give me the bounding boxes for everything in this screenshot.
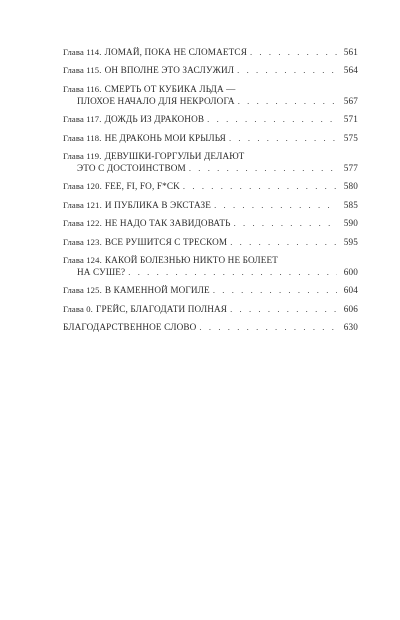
chapter-title: НЕ НАДО ТАК ЗАВИДОВАТЬ xyxy=(104,218,231,229)
chapter-number: Глава 121. xyxy=(63,199,102,210)
table-of-contents xyxy=(63,46,358,339)
toc-entry-125 xyxy=(63,284,358,296)
toc-entry-116 xyxy=(63,83,358,107)
chapter-number: Глава 117. xyxy=(63,114,102,125)
dot-leader xyxy=(128,266,337,278)
dot-leader xyxy=(234,217,337,229)
page-number: 585 xyxy=(343,199,358,210)
chapter-number: Глава 122. xyxy=(63,218,102,229)
chapter-title-continuation: ЭТО С ДОСТОИНСТВОМ xyxy=(77,162,186,173)
toc-entry-124 xyxy=(63,254,358,278)
chapter-title: В КАМЕННОЙ МОГИЛЕ xyxy=(104,285,210,296)
chapter-title-continuation: НА СУШЕ? xyxy=(77,266,126,277)
dot-leader xyxy=(183,180,337,192)
page-number: 561 xyxy=(343,47,358,57)
chapter-title: ОН ВПОЛНЕ ЭТО ЗАСЛУЖИЛ xyxy=(104,65,235,76)
toc-entry-119 xyxy=(63,150,358,174)
dot-leader xyxy=(230,303,337,315)
chapter-number: Глава 125. xyxy=(63,285,102,296)
chapter-number: Глава 0. xyxy=(63,303,93,314)
toc-entry-117 xyxy=(63,113,358,125)
toc-entry-0 xyxy=(63,303,358,315)
chapter-title: НЕ ДРАКОНЬ МОИ КРЫЛЬЯ xyxy=(104,132,226,143)
chapter-title: ДОЖДЬ ИЗ ДРАКОНОВ xyxy=(104,114,205,125)
chapter-title: СМЕРТЬ ОТ КУБИКА ЛЬДА — xyxy=(104,83,236,94)
page-number: 567 xyxy=(343,95,358,106)
chapter-title: ЛОМАЙ, ПОКА НЕ СЛОМАЕТСЯ xyxy=(104,47,247,57)
toc-entry-122 xyxy=(63,217,358,229)
page-number: 590 xyxy=(343,218,358,229)
chapter-number: Глава 116. xyxy=(63,83,102,94)
page-number: 577 xyxy=(343,162,358,173)
chapter-number: Глава 119. xyxy=(63,150,102,161)
page-number: 575 xyxy=(343,132,358,143)
chapter-number: Глава 124. xyxy=(63,254,102,265)
dot-leader xyxy=(250,46,337,58)
chapter-number: Глава 123. xyxy=(63,236,102,247)
page-number: 604 xyxy=(343,285,358,296)
dot-leader xyxy=(214,199,337,211)
chapter-number: Глава 118. xyxy=(63,132,102,143)
chapter-number: Глава 120. xyxy=(63,181,102,192)
toc-entry-114 xyxy=(63,46,358,58)
chapter-title: ДЕВУШКИ-ГОРГУЛЬИ ДЕЛАЮТ xyxy=(104,150,245,161)
toc-entry-121 xyxy=(63,199,358,211)
page-number: 606 xyxy=(343,303,358,314)
chapter-title: ВСЕ РУШИТСЯ С ТРЕСКОМ xyxy=(104,236,228,247)
page-number: 600 xyxy=(343,266,358,277)
chapter-title: ГРЕЙС, БЛАГОДАТИ ПОЛНАЯ xyxy=(95,303,228,314)
dot-leader xyxy=(237,64,337,76)
page-number: 595 xyxy=(343,236,358,247)
dot-leader xyxy=(238,95,337,107)
page-number: 630 xyxy=(343,322,358,333)
dot-leader xyxy=(189,162,337,174)
toc-entry-acknowledgements xyxy=(63,321,358,333)
toc-entry-123 xyxy=(63,236,358,248)
dot-leader xyxy=(213,284,337,296)
chapter-title-continuation: ПЛОХОЕ НАЧАЛО ДЛЯ НЕКРОЛОГА xyxy=(77,95,235,106)
chapter-number: Глава 114. xyxy=(63,47,102,57)
chapter-title: FEE, FI, FO, F*CK xyxy=(104,181,180,192)
dot-leader xyxy=(207,113,337,125)
dot-leader xyxy=(229,132,337,144)
section-title: БЛАГОДАРСТВЕННОЕ СЛОВО xyxy=(63,322,197,333)
toc-entry-118 xyxy=(63,132,358,144)
page-number: 580 xyxy=(343,181,358,192)
toc-entry-115 xyxy=(63,64,358,76)
chapter-title: КАКОЙ БОЛЕЗНЬЮ НИКТО НЕ БОЛЕЕТ xyxy=(104,254,279,265)
page-number: 571 xyxy=(343,114,358,125)
chapter-title: И ПУБЛИКА В ЭКСТАЗЕ xyxy=(104,199,212,210)
chapter-number: Глава 115. xyxy=(63,65,102,76)
toc-entry-120 xyxy=(63,180,358,192)
dot-leader xyxy=(199,321,337,333)
page-number: 564 xyxy=(343,65,358,76)
dot-leader xyxy=(230,236,337,248)
